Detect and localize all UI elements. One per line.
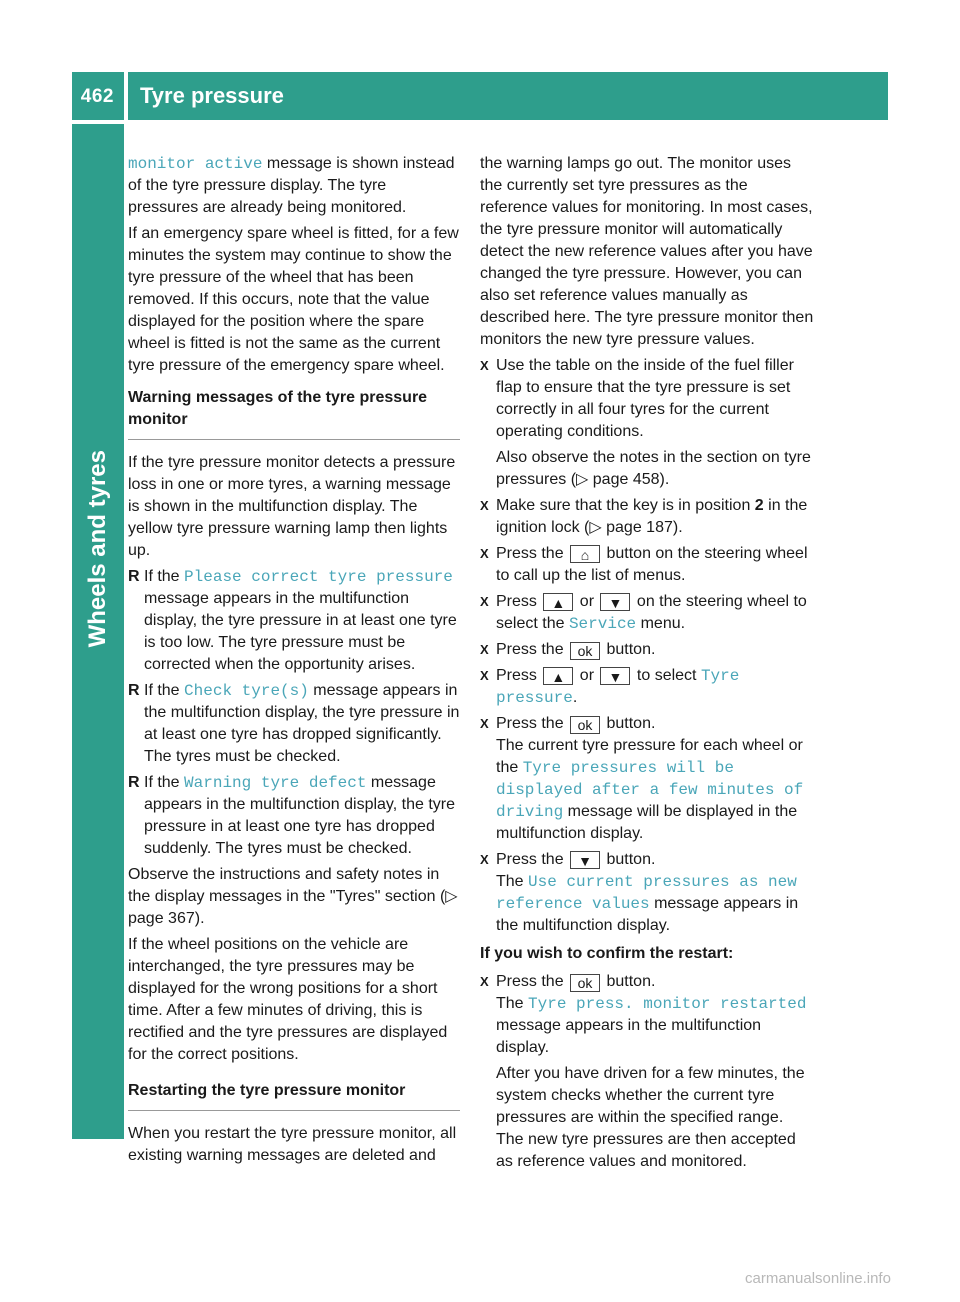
- display-message: Tyre pressures will be displayed after a few minutes of driving: [496, 759, 804, 821]
- step-arrow-icon: X: [480, 546, 489, 561]
- step-arrow-icon: X: [480, 498, 489, 513]
- step-arrow-icon: X: [480, 974, 489, 989]
- step-arrow-icon: X: [480, 594, 489, 609]
- step-arrow-icon: X: [480, 852, 489, 867]
- bullet-icon: R: [128, 568, 140, 585]
- list-item: R If the Warning tyre defect message appears in the multifunction display, the tyre pressure in at least one tyre has dropped suddenly. The tyres must be checked.: [128, 774, 455, 857]
- page-title: Tyre pressure: [140, 83, 284, 108]
- step: X Press the ok button.: [480, 641, 656, 659]
- display-message: Tyre press. monitor restarted: [528, 995, 807, 1013]
- section-heading: If you wish to confirm the restart:: [480, 945, 734, 962]
- paragraph: the warning lamps go out. The monitor uses the currently set tyre pressures as the reference values for monitoring. In most cases, the tyre pressure monitor will automatically detect the new reference values after you have changed the tyre pressure. However, you can also set reference values manually as described here. The tyre pressure monitor then monitors the new tyre pressure values.: [480, 155, 814, 348]
- divider: [128, 439, 460, 440]
- list-item: R If the Check tyre(s) message appears in the multifunction display, the tyre pressure in at least one tyre has dropped significantly. The tyres must be checked.: [128, 682, 460, 765]
- up-key-icon: ▲: [543, 593, 573, 611]
- display-message: monitor active: [128, 155, 263, 173]
- paragraph: If the tyre pressure monitor detects a pressure loss in one or more tyres, a warning message is shown in the multifunction display. The yellow tyre pressure warning lamp then lights up.: [128, 454, 456, 559]
- display-message: Warning tyre defect: [184, 774, 367, 792]
- step: X Press the ▼ button. The Use current pressures as new reference values message appears in the multifunction display.: [480, 851, 799, 934]
- paragraph: monitor active message is shown instead of the tyre pressure display. The tyre pressures are already being monitored.: [128, 155, 455, 216]
- page-number-box: [72, 72, 124, 120]
- step-arrow-icon: X: [480, 358, 489, 373]
- step-arrow-icon: X: [480, 716, 489, 731]
- ok-key-icon: ok: [570, 974, 600, 992]
- divider: [128, 1110, 460, 1111]
- step-arrow-icon: X: [480, 668, 489, 683]
- watermark: carmanualsonline.info: [745, 1270, 891, 1287]
- step: X Press the ok button. The Tyre press. monitor restarted message appears in the multifunction display. After you have driven for a few minutes, the system checks whether the current tyre pressures are within the specified range. The new tyre pressures are then accepted as reference values and monitored.: [480, 973, 807, 1170]
- step: X Press ▲ or ▼ on the steering wheel to select the Service menu.: [480, 593, 807, 633]
- bullet-icon: R: [128, 774, 140, 791]
- section-heading: Restarting the tyre pressure monitor: [128, 1082, 406, 1099]
- paragraph: Observe the instructions and safety notes in the display messages in the "Tyres" section (▷ page 367).: [128, 866, 458, 927]
- down-key-icon: ▼: [600, 593, 630, 611]
- step: X Press the ⌂ button on the steering wheel to call up the list of menus.: [480, 545, 808, 584]
- step: X Press ▲ or ▼ to select Tyre pressure.: [480, 667, 740, 707]
- down-key-icon: ▼: [600, 667, 630, 685]
- right-column: [480, 153, 814, 1177]
- display-message: Check tyre(s): [184, 682, 309, 700]
- step: X Use the table on the inside of the fuel filler flap to ensure that the tyre pressure is set correctly in all four tyres for the current operating conditions. Also observe the notes in the section on tyre pressures (▷ page 458).: [480, 357, 811, 488]
- home-key-icon: ⌂: [570, 545, 600, 563]
- paragraph: If an emergency spare wheel is fitted, for a few minutes the system may continue to show the tyre pressure of the wheel that has been removed. If this occurs, note that the value displayed for the position where the spare wheel is fitted is not the same as the current tyre pressure of the emergency spare wheel.: [128, 225, 459, 374]
- ok-key-icon: ok: [570, 716, 600, 734]
- header-bar: [128, 72, 888, 120]
- ok-key-icon: ok: [570, 642, 600, 660]
- left-column: [128, 153, 460, 1171]
- paragraph: If the wheel positions on the vehicle are interchanged, the tyre pressures may be displayed for the wrong positions for a short time. After a few minutes of driving, this is rectified and the tyre pressures are displayed for the correct positions.: [128, 936, 448, 1063]
- page-number: 462: [80, 86, 114, 107]
- bullet-icon: R: [128, 682, 140, 699]
- down-key-icon: ▼: [570, 851, 600, 869]
- up-key-icon: ▲: [543, 667, 573, 685]
- step: X Press the ok button. The current tyre pressure for each wheel or the Tyre pressures will be displayed after a few minutes of driving message will be displayed in the multifunction display.: [480, 715, 804, 842]
- list-item: R If the Please correct tyre pressure message appears in the multifunction display, the tyre pressure in at least one tyre is too low. The tyre pressure must be corrected when the opportunity arises.: [128, 568, 457, 673]
- section-heading: Warning messages of the tyre pressure monitor: [128, 389, 428, 428]
- display-message: Tyre pressure: [496, 667, 740, 707]
- side-tab-label: Wheels and tyres: [84, 450, 111, 648]
- step-arrow-icon: X: [480, 642, 489, 657]
- paragraph: When you restart the tyre pressure monitor, all existing warning messages are deleted and: [128, 1125, 457, 1164]
- step: X Make sure that the key is in position 2 in the ignition lock (▷ page 187).: [480, 497, 808, 536]
- display-message: Please correct tyre pressure: [184, 568, 453, 586]
- display-message: Service: [568, 615, 637, 633]
- display-message: Use current pressures as new reference values: [496, 873, 797, 913]
